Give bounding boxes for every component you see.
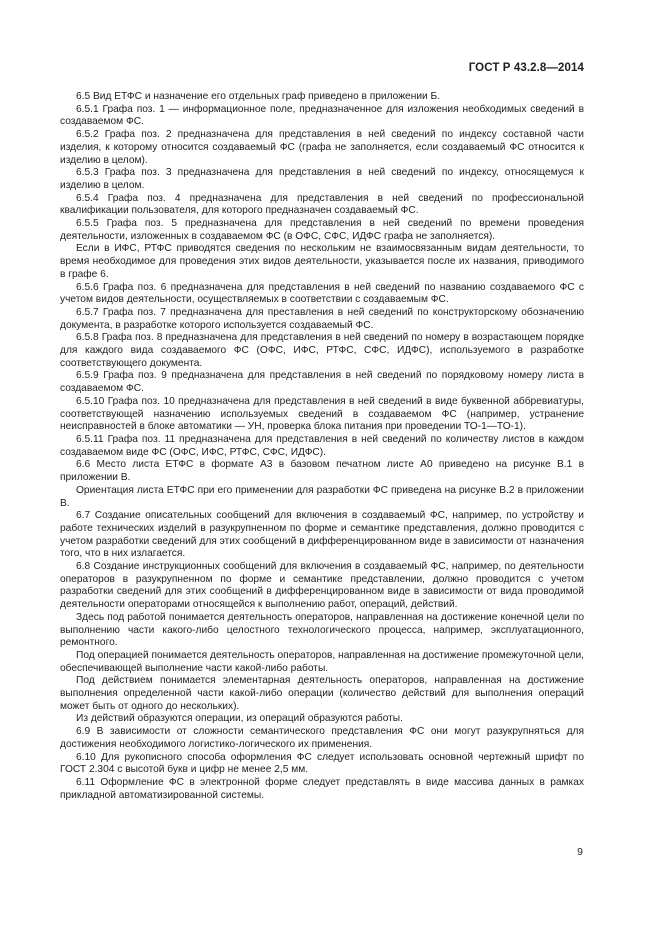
paragraph: 6.6 Место листа ЕТФС в формате А3 в базовом печатном листе А0 приведено на рисунке В.1 в приложении В.	[60, 459, 584, 484]
paragraph: 6.8 Создание инструкционных сообщений для включения в создаваемый ФС, например, по деятельности операторов в разукрупненном по форме и семантике представлении, должно проводится с учетом разработки сведений для этих сообщений в дифференцированном виде в зависимости от вида проводимой деятельности операторами относящейся к выполнению работ, операций, действий.	[60, 561, 584, 611]
paragraph: 6.5.7 Графа поз. 7 предназначена для преставления в ней сведений по конструкторскому обозначению документа, в разработке которого используется создаваемый ФС.	[60, 306, 584, 331]
paragraph: 6.5.10 Графа поз. 10 предназначена для представления в ней сведений в виде буквенной аббревиатуры, соответствующей назначению используемых сведений в создаваемом ФС (например, устранение неисправностей в блоке автоматики — УН, проверка блока питания при проведении ТО-1—ТО-1).	[60, 395, 584, 433]
paragraph: 6.10 Для рукописного способа оформления ФС следует использовать основной чертежный шрифт по ГОСТ 2.304 с высотой букв и цифр не менее 2,5 мм.	[60, 751, 584, 776]
paragraph: 6.5.1 Графа поз. 1 — информационное поле, предназначенное для изложения необходимых сведений в создаваемом ФС.	[60, 103, 584, 128]
paragraph: Под операцией понимается деятельность операторов, направленная на достижение промежуточной цели, обеспечивающей выполнение части какой-либо работы.	[60, 649, 584, 674]
page-number: 9	[577, 846, 583, 858]
paragraph: Под действием понимается элементарная деятельность операторов, направленная на достижение выполнения определенной части какой-либо операции (количество действий для выполнения операций может быть от одного до нескольких).	[60, 675, 584, 712]
paragraph: 6.5.3 Графа поз. 3 предназначена для представления в ней сведений по индексу, относящемуся к изделию в целом.	[60, 167, 584, 191]
document-body	[60, 91, 584, 802]
paragraph: 6.9 В зависимости от сложности семантического представления ФС они могут разукрупняться для достижения необходимого логистико-логического их применения.	[60, 726, 584, 750]
paragraph: 6.11 Оформление ФС в электронной форме следует представлять в виде массива данных в рамках прикладной автоматизированной системы.	[60, 776, 584, 801]
paragraph: 6.5 Вид ЕТФС и назначение его отдельных граф приведено в приложении Б.	[76, 91, 441, 102]
paragraph: 6.5.8 Графа поз. 8 предназначена для представления в ней сведений по номеру в возрастающем порядке для каждого вида создаваемого ФС (ОФС, ИФС, РТФС, СФС, ИДФС), используемого в разработке соответствующего документа.	[60, 332, 584, 369]
paragraph: 6.5.6 Графа поз. 6 предназначена для представления в ней сведений по названию создаваемого ФС с учетом видов деятельности, осуществляемых в соответствии с создаваемым ФС.	[60, 281, 584, 306]
paragraph: Ориентация листа ЕТФС при его применении для разработки ФС приведена на рисунке В.2 в приложении В.	[60, 484, 584, 509]
paragraph: 6.5.4 Графа поз. 4 предназначена для представления в ней сведений по профессиональной квалификации пользователя, для которого предназначен создаваемый ФС.	[60, 192, 584, 217]
paragraph: 6.5.11 Графа поз. 11 предназначена для представления в ней сведений по количеству листов в каждом создаваемом виде ФС (ОФС, ИФС, РТФС, СФС, ИДФС).	[60, 433, 584, 458]
paragraph: 6.7 Создание описательных сообщений для включения в создаваемый ФС, например, по устройству и работе технических изделий в разукрупненном по форме и семантике представления, должно проводится с учетом разработки сведений для этих сообщений в дифференцированном виде в зависимости от назначения того, что в них излагается.	[60, 510, 584, 560]
paragraph: Если в ИФС, РТФС приводятся сведения по нескольким не взаимосвязанным видам деятельности, то время необходимое для проведения этих видов деятельности, указывается после их названия, приводимого в графе 6.	[60, 243, 584, 280]
paragraph: 6.5.9 Графа поз. 9 предназначена для представления в ней сведений по порядковому номеру листа в создаваемом ФС.	[60, 370, 584, 395]
standard-code-header: ГОСТ Р 43.2.8—2014	[468, 62, 584, 74]
paragraph: Из действий образуются операции, из операций образуются работы.	[76, 713, 403, 725]
paragraph: 6.5.2 Графа поз. 2 предназначена для представления в ней сведений по индексу составной части изделия, к которому относится создаваемый ФС (графа не заполняется, если создаваемый ФС относится к изделию в целом).	[60, 129, 584, 166]
paragraph: Здесь под работой понимается деятельность операторов, направленная на достижение конечной цели по выполнению части какого-либо целостного технологического процесса, например, эксплуатационного, ремонтного.	[60, 611, 584, 649]
paragraph: 6.5.5 Графа поз. 5 предназначена для представления в ней сведений по времени проведения деятельности, изложенных в создаваемом ФС (в ОФС, СФС, ИДФС графа не заполняется).	[60, 218, 584, 242]
